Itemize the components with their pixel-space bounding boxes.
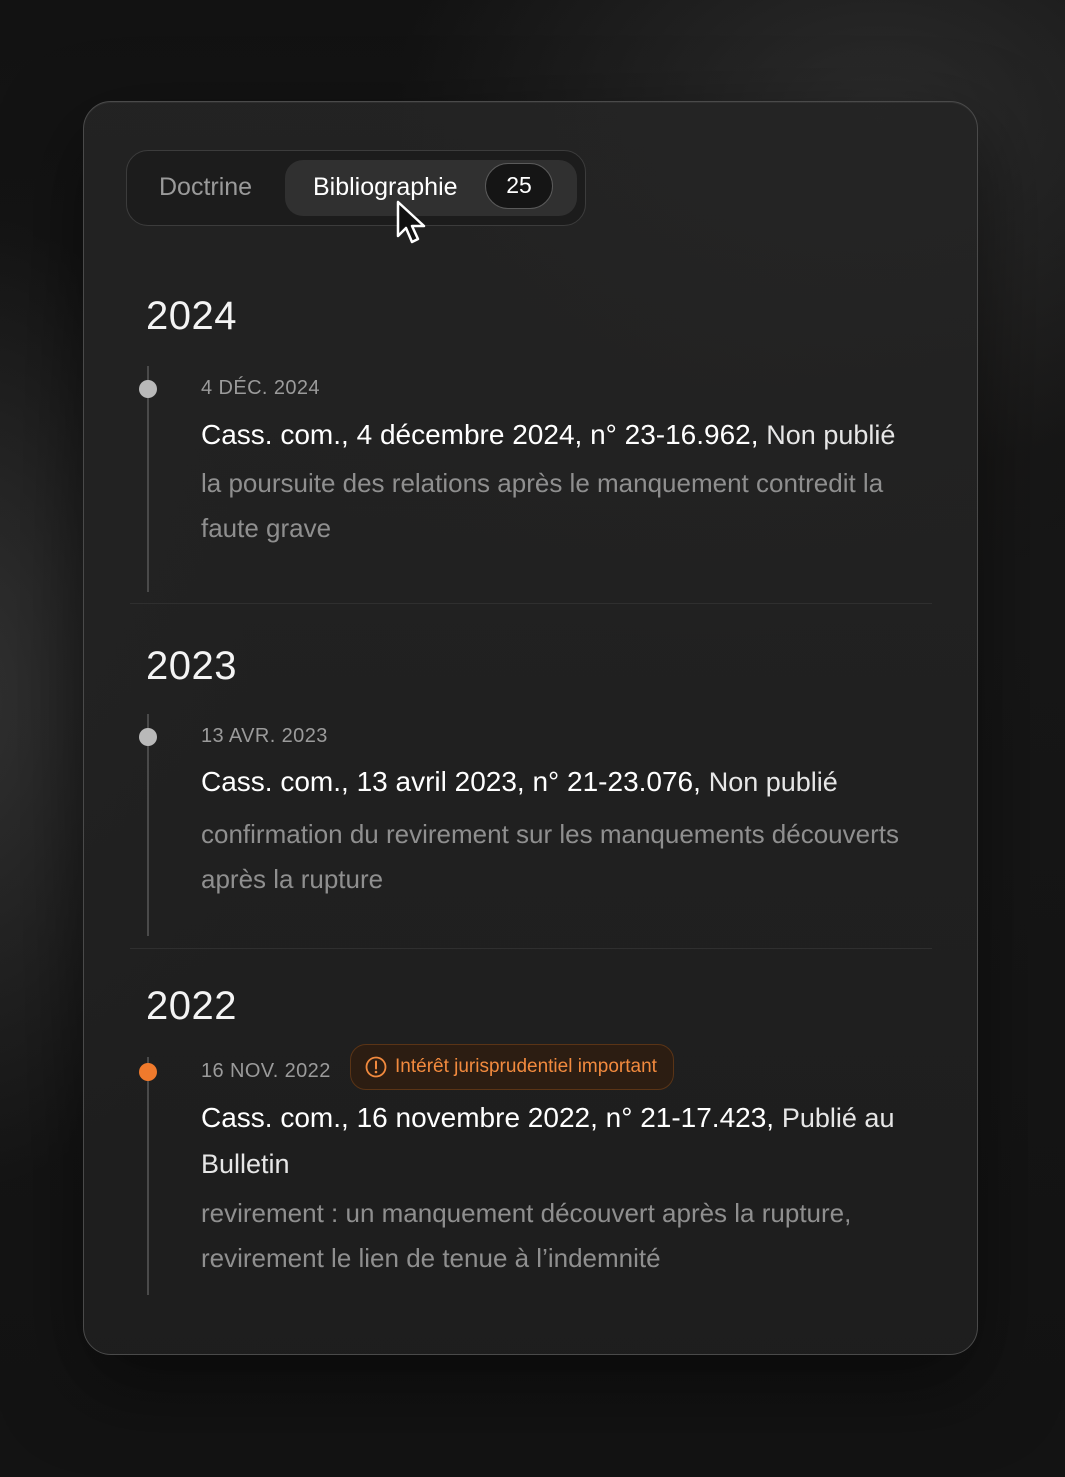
timeline-line: [147, 1057, 149, 1295]
entry-title-citation: Cass. com., 16 novembre 2022, n° 21-17.423,: [201, 1102, 775, 1133]
year-heading-2023: 2023: [146, 644, 237, 688]
importance-badge: [350, 1044, 674, 1090]
mouse-cursor-icon: [396, 200, 430, 246]
tab-switcher: [126, 150, 586, 226]
entry-description: confirmation du revirement sur les manquements découverts après la rupture: [201, 819, 899, 894]
section-divider: [130, 603, 932, 604]
year-heading-2024: 2024: [146, 294, 237, 338]
year-heading-2022: 2022: [146, 984, 237, 1028]
entry-publication-status: Non publié: [708, 767, 838, 797]
entry-date: 4 DÉC. 2024: [201, 377, 320, 399]
tab-bibliographie-label: Bibliographie: [313, 173, 458, 201]
entry-publication-status: Non publié: [766, 420, 896, 450]
importance-badge-label: Intérêt jurisprudentiel important: [395, 1056, 657, 1077]
entry-title[interactable]: [201, 759, 941, 805]
timeline-dot: [139, 728, 157, 746]
alert-circle-icon: [365, 1056, 387, 1078]
entry-description: revirement : un manquement découvert après la rupture, revirement le lien de tenue à l’indemnité: [201, 1198, 852, 1273]
entry-title-citation: Cass. com., 13 avril 2023, n° 21-23.076,: [201, 766, 701, 797]
count-badge: 25: [485, 163, 553, 209]
entry-date: 13 AVR. 2023: [201, 725, 328, 747]
tab-bibliographie[interactable]: [285, 160, 577, 216]
entry-title[interactable]: [201, 1095, 941, 1187]
entry-publication-status: Publié au Bulletin: [201, 1103, 895, 1179]
entry-date: 16 NOV. 2022: [201, 1060, 331, 1082]
timeline-line: [147, 366, 149, 592]
tab-doctrine[interactable]: Doctrine: [159, 173, 253, 201]
entry-title-citation: Cass. com., 4 décembre 2024, n° 23-16.962,: [201, 419, 759, 450]
timeline-dot-highlight: [139, 1063, 157, 1081]
entry-title[interactable]: [201, 412, 941, 458]
timeline-dot: [139, 380, 157, 398]
section-divider: [130, 948, 932, 949]
entry-description: la poursuite des relations après le manquement contredit la faute grave: [201, 468, 884, 543]
timeline-line: [147, 714, 149, 936]
bibliography-card: [83, 101, 978, 1355]
